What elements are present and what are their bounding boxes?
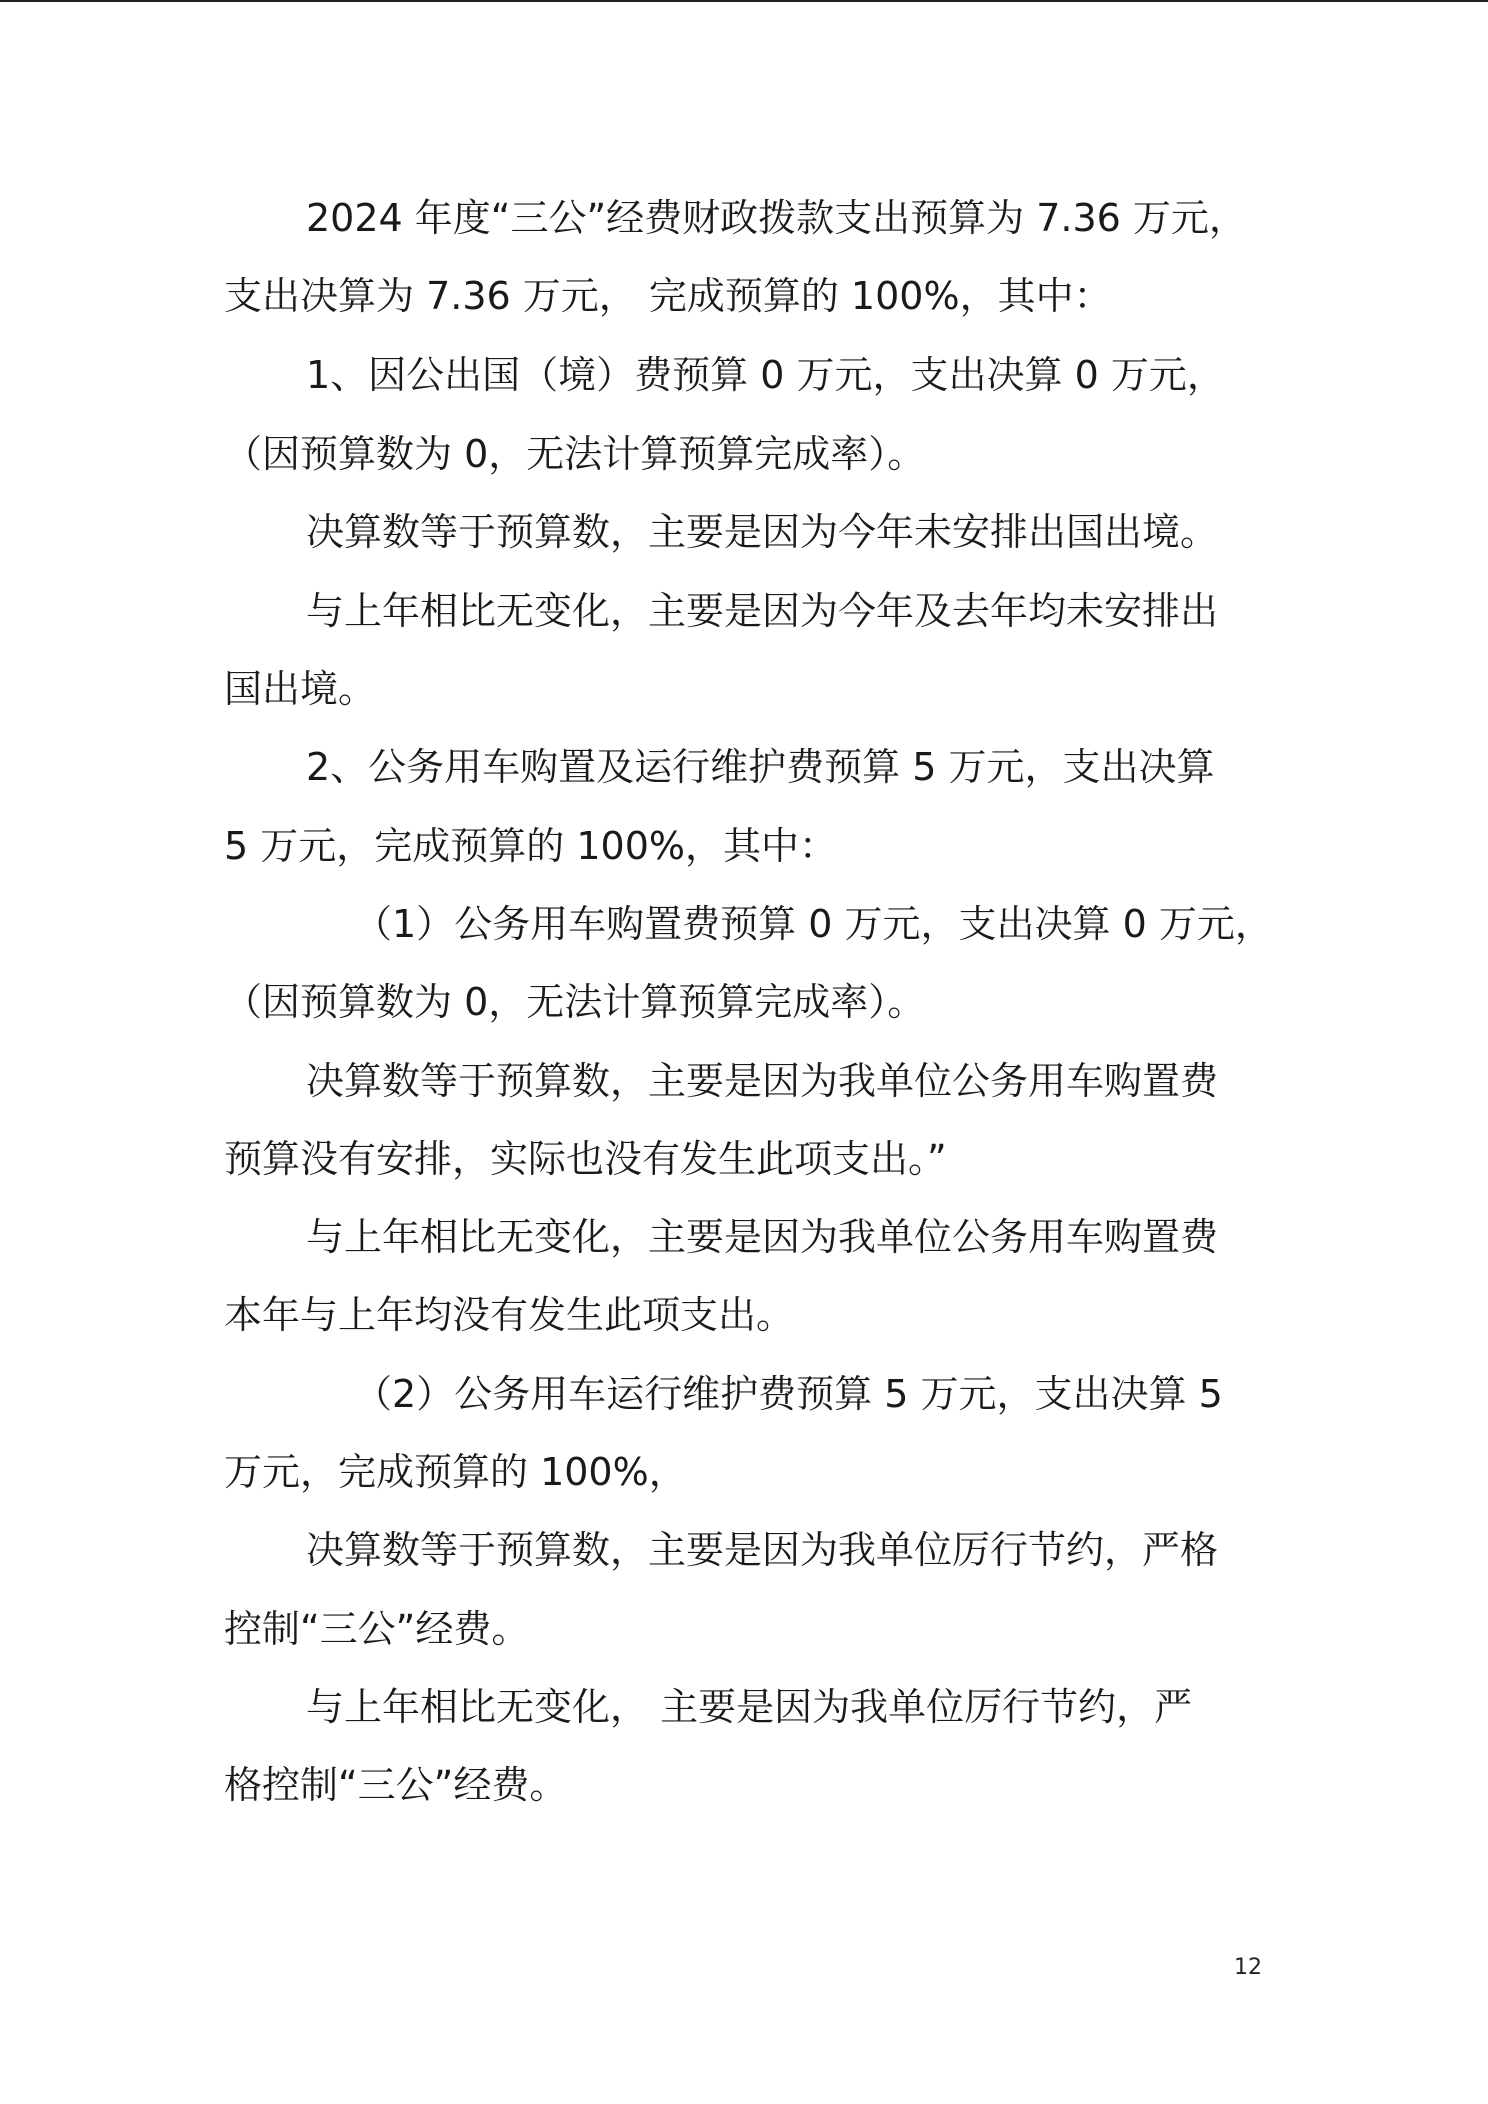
paragraph-line: 格控制“三公”经费。 [224, 1763, 568, 1807]
paragraph-line: 决算数等于预算数，主要是因为今年未安排出国出境。 [306, 510, 1219, 554]
paragraph-line: 与上年相比无变化， 主要是因为我单位厉行节约，严 [306, 1685, 1193, 1729]
paragraph-line: （因预算数为 0，无法计算预算完成率）。 [224, 432, 926, 476]
paragraph-line: 与上年相比无变化，主要是因为我单位公务用车购置费 [306, 1215, 1219, 1259]
paragraph-line: 国出境。 [224, 667, 377, 711]
paragraph-line: 决算数等于预算数，主要是因为我单位公务用车购置费 [306, 1059, 1219, 1103]
paragraph-line: 预算没有安排，实际也没有发生此项支出。” [224, 1137, 947, 1181]
paragraph-line: 5 万元，完成预算的 100%，其中： [224, 824, 837, 868]
paragraph-line: （因预算数为 0，无法计算预算完成率）。 [224, 980, 926, 1024]
paragraph-line: 支出决算为 7.36 万元， 完成预算的 100%，其中： [224, 274, 1112, 318]
paragraph-line: 2024 年度“三公”经费财政拨款支出预算为 7.36 万元， [306, 196, 1247, 240]
paragraph-line: 控制“三公”经费。 [224, 1607, 530, 1651]
paragraph-line: （1）公务用车购置费预算 0 万元，支出决算 0 万元， [354, 902, 1273, 946]
paragraph-line: 1、因公出国（境）费预算 0 万元，支出决算 0 万元， [306, 353, 1225, 397]
paragraph-line: 本年与上年均没有发生此项支出。 [224, 1293, 795, 1337]
page-number: 12 [1234, 1955, 1262, 1980]
paragraph-line: 万元，完成预算的 100%， [224, 1450, 687, 1494]
paragraph-line: 与上年相比无变化，主要是因为今年及去年均未安排出 [306, 589, 1219, 633]
paragraph-line: 决算数等于预算数，主要是因为我单位厉行节约，严格 [306, 1528, 1219, 1572]
paragraph-line: （2）公务用车运行维护费预算 5 万元，支出决算 5 [354, 1372, 1223, 1416]
paragraph-line: 2、公务用车购置及运行维护费预算 5 万元，支出决算 [306, 745, 1215, 789]
